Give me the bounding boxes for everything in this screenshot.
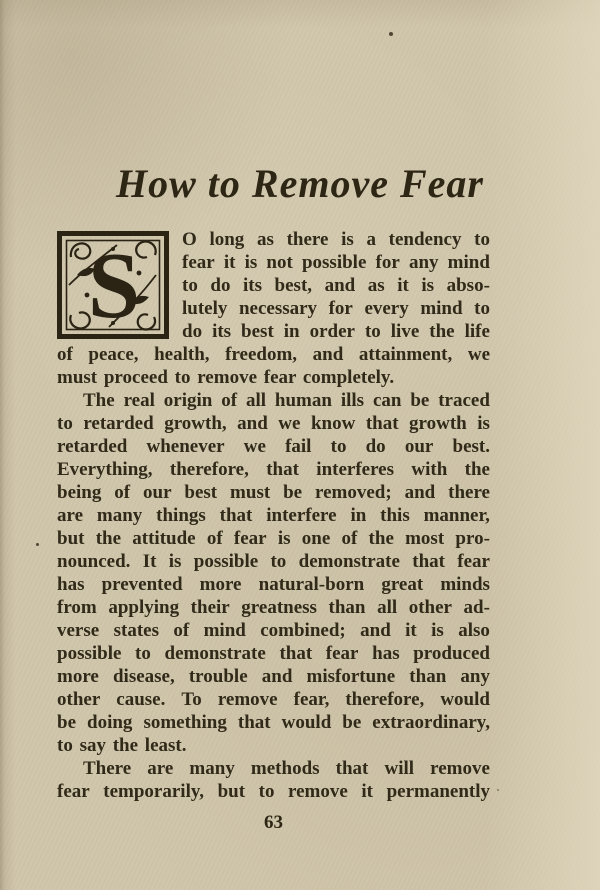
text-line: Everything, therefore, that interferes with the: [57, 459, 490, 480]
page-number: 63: [264, 812, 283, 833]
text-line: do its best in order to live the life: [182, 321, 490, 342]
drop-cap-ornament-icon: [57, 231, 169, 339]
text-line: The real origin of all human ills can be traced: [83, 390, 490, 411]
text-line: must proceed to remove fear completely.: [57, 367, 395, 388]
text-line: possible to demonstrate that fear has produced: [57, 643, 490, 664]
text-line: other cause. To remove fear, therefore, would: [57, 689, 490, 710]
text-line: be doing something that would be extraordinary,: [57, 712, 490, 733]
drop-cap-initial-s: [57, 231, 169, 339]
text-line: nounced. It is possible to demonstrate that fear: [57, 551, 490, 572]
text-line: but the attitude of fear is one of the most pro-: [57, 528, 490, 549]
text-line: to do its best, and as it is abso-: [182, 275, 490, 296]
text-line: There are many methods that will remove: [83, 758, 490, 779]
text-line: fear temporarily, but to remove it permanently: [57, 781, 490, 802]
page-title: How to Remove Fear: [116, 161, 484, 206]
text-line: being of our best must be removed; and there: [57, 482, 490, 503]
text-line: more disease, trouble and misfortune than any: [57, 666, 490, 687]
text-line: of peace, health, freedom, and attainment, we: [57, 344, 490, 365]
ink-speck: [36, 543, 39, 546]
drop-cap-letter: S: [87, 234, 141, 338]
text-line: O long as there is a tendency to: [182, 229, 490, 250]
text-line: fear it is not possible for any mind: [182, 252, 490, 273]
page-body: [57, 228, 490, 803]
text-line: verse states of mind combined; and it is also: [57, 620, 490, 641]
ink-speck: [497, 789, 499, 791]
text-line: to say the least.: [57, 735, 187, 756]
text-line: retarded whenever we fail to do our best.: [57, 436, 490, 457]
text-line: to retarded growth, and we know that growth is: [57, 413, 490, 434]
text-line: lutely necessary for every mind to: [182, 298, 490, 319]
text-line: are many things that interfere in this manner,: [57, 505, 490, 526]
text-line: from applying their greatness than all other ad-: [57, 597, 490, 618]
text-line: has prevented more natural-born great minds: [57, 574, 490, 595]
ink-speck: [389, 32, 393, 36]
